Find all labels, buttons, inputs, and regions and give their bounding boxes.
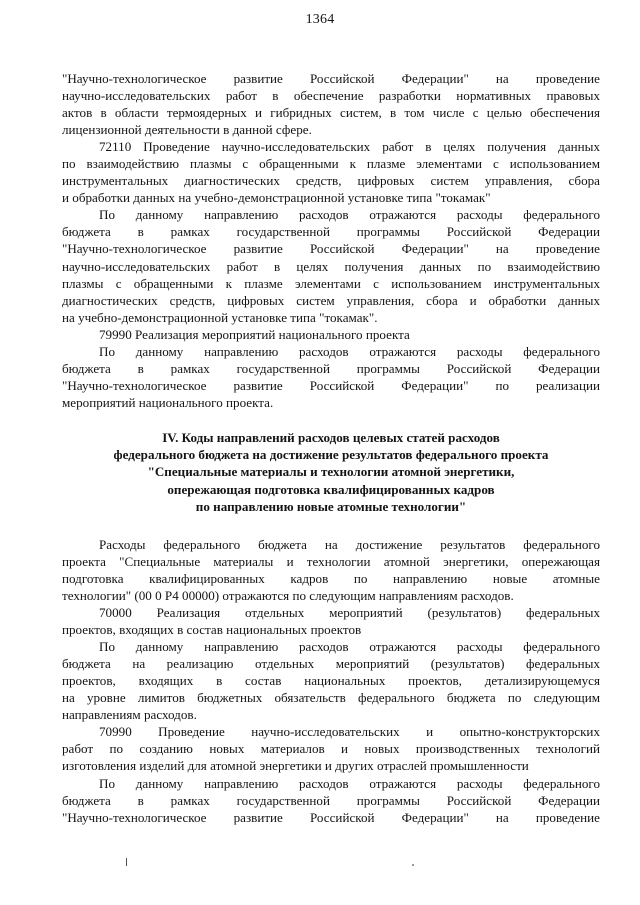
- paragraph-description: [62, 775, 600, 826]
- text-line: "Научно-технологическое развитие Российской Федерации" на проведение: [62, 241, 600, 257]
- text-line: научно-исследовательских работ в обеспечение разработки нормативных правовых: [62, 88, 600, 104]
- scan-artifact-dot: [412, 864, 414, 866]
- paragraph-intro: [62, 536, 600, 604]
- paragraph-description: [62, 638, 600, 723]
- text-line: По данному направлению расходов отражаются расходы федерального: [99, 775, 600, 791]
- text-line: инструментальных диагностических средств, цифровых систем управления, сбора: [62, 173, 600, 189]
- paragraph-code-70990: [62, 723, 600, 774]
- text-line: "Научно-технологическое развитие Российской Федерации" по реализации: [62, 377, 600, 393]
- text-line: По данному направлению расходов отражаются расходы федерального: [99, 639, 600, 655]
- text-line: изготовления изделий для атомной энергетики и других отраслей промышленности: [62, 758, 529, 774]
- text-line: 70990 Проведение научно-исследовательских и опытно-конструкторских: [99, 724, 600, 740]
- text-line: мероприятий национального проекта.: [62, 394, 274, 410]
- scan-artifact-mark: [126, 858, 127, 866]
- text-line: По данному направлению расходов отражаются расходы федерального: [99, 343, 600, 359]
- text-line: бюджета в рамках государственной программы Российской Федерации: [62, 224, 600, 240]
- text-line: на уровне лимитов бюджетных обязательств федерального бюджета по следующим: [62, 690, 600, 706]
- text-line: актов в области термоядерных и гибридных систем, в том числе с целью обеспечения: [62, 105, 600, 121]
- text-line: проекта "Специальные материалы и технологии атомной энергетики, опережающая: [62, 553, 600, 569]
- heading-line: опережающая подготовка квалифицированных кадров: [167, 481, 495, 497]
- paragraph-code-70000: [62, 604, 600, 638]
- text-line: Расходы федерального бюджета на достижение результатов федерального: [99, 536, 600, 552]
- text-line: технологии" (00 0 Р4 00000) отражаются по следующим направлениям расходов.: [62, 588, 514, 604]
- document-body: [62, 70, 600, 826]
- heading-line: IV. Коды направлений расходов целевых статей расходов: [162, 429, 500, 445]
- text-line: направлениям расходов.: [62, 707, 197, 723]
- paragraph-description: [62, 343, 600, 411]
- text-line: плазмы с обращенными к плазме элементами с использованием инструментальных: [62, 275, 600, 291]
- text-line: бюджета в рамках государственной программы Российской Федерации: [62, 360, 600, 376]
- spacer: [62, 515, 600, 536]
- text-line: "Научно-технологическое развитие Российской Федерации" на проведение: [62, 809, 600, 825]
- text-line: 79990 Реализация мероприятий национального проекта: [99, 326, 410, 342]
- text-line: по взаимодействию плазмы с обращенными к плазме элементами с использованием: [62, 156, 600, 172]
- text-line: 72110 Проведение научно-исследовательских работ в целях получения данных: [99, 139, 600, 155]
- text-line: "Научно-технологическое развитие Российской Федерации" на проведение: [62, 71, 600, 86]
- paragraph-code-72110: [62, 138, 600, 206]
- text-line: проектов, входящих в состав национальных проектов: [62, 622, 362, 638]
- text-line: 70000 Реализация отдельных мероприятий (результатов) федеральных: [99, 605, 600, 621]
- text-line: По данному направлению расходов отражаются расходы федерального: [99, 207, 600, 223]
- paragraph-description: [62, 206, 600, 325]
- text-line: научно-исследовательских работ в целях получения данных по взаимодействию: [62, 258, 600, 274]
- text-line: и обработки данных на учебно-демонстрационной установке типа "токамак": [62, 190, 491, 206]
- page-number: 1364: [305, 12, 335, 27]
- text-line: на учебно-демонстрационной установке типа "токамак".: [62, 309, 378, 325]
- paragraph-continuation: [62, 70, 600, 138]
- text-line: диагностических средств, цифровых систем управления, сбора и обработки данных: [62, 292, 600, 308]
- text-line: лицензионной деятельности в данной сфере.: [62, 122, 312, 138]
- text-line: проектов, входящих в состав национальных проектов, детализирующемуся: [62, 673, 600, 689]
- text-line: работ по созданию новых материалов и новых производственных технологий: [62, 741, 600, 757]
- paragraph-code-79990: [62, 326, 600, 343]
- text-line: бюджета в рамках государственной программы Российской Федерации: [62, 792, 600, 808]
- text-line: подготовка квалифицированных кадров по направлению новые атомные: [62, 570, 600, 586]
- heading-line: по направлению новые атомные технологии": [195, 498, 467, 514]
- heading-line: федерального бюджета на достижение результатов федерального проекта: [113, 447, 549, 463]
- heading-line: "Специальные материалы и технологии атомной энергетики,: [147, 464, 515, 480]
- section-heading: [62, 429, 600, 515]
- text-line: бюджета на реализацию отдельных мероприятий (результатов) федеральных: [62, 656, 600, 672]
- spacer: [62, 411, 600, 429]
